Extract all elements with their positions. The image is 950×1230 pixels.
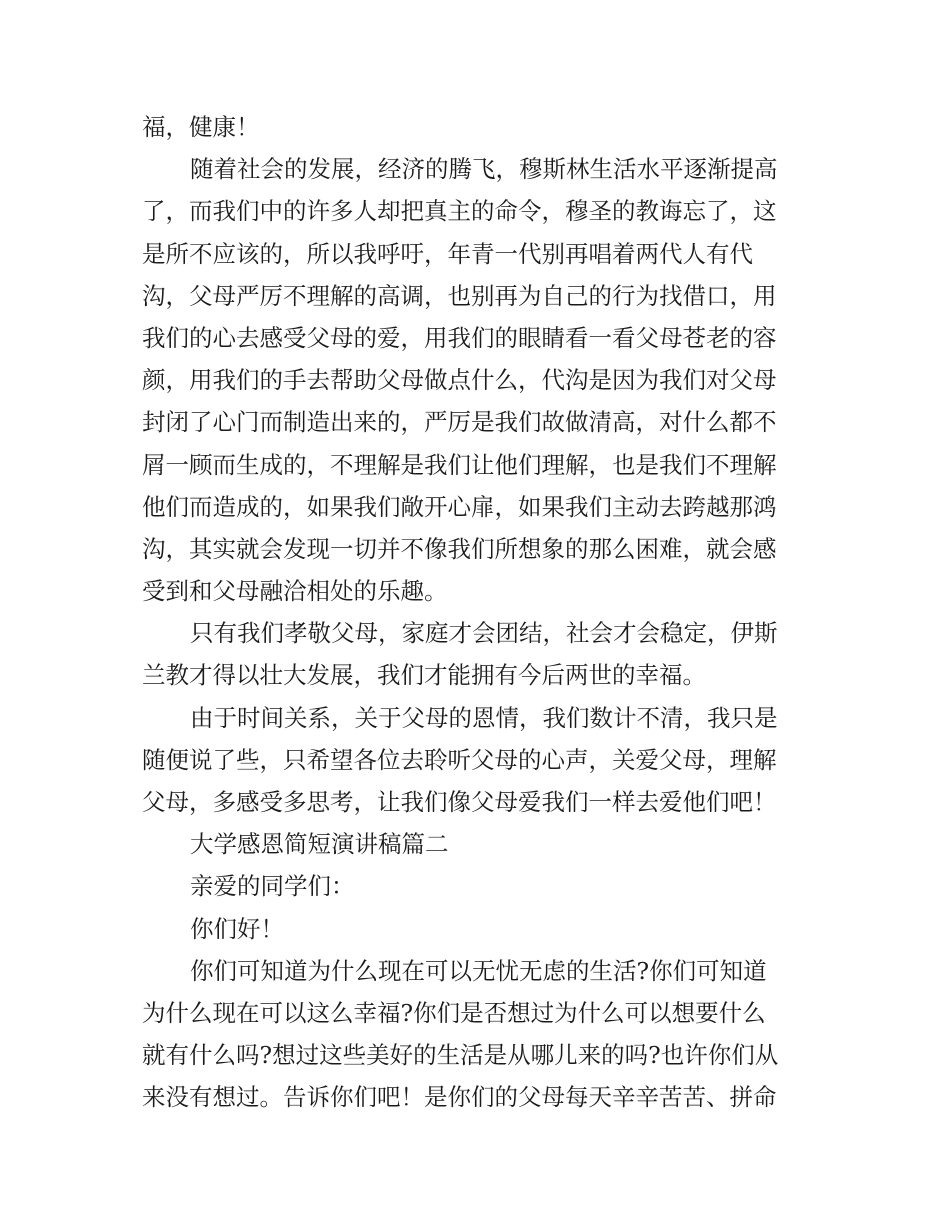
greeting: 你们好！ <box>190 914 284 943</box>
text-line: 是所不应该的，所以我呼吁，年青一代别再唱着两代人有代 <box>142 239 753 268</box>
text-line: 沟，父母严厉不理解的高调，也别再为自己的行为找借口，用 <box>142 281 777 310</box>
text-line: 只有我们孝敬父母，家庭才会团结，社会才会稳定，伊斯 <box>190 619 778 648</box>
text-line: 屑一顾而生成的，不理解是我们让他们理解，也是我们不理解 <box>142 450 777 479</box>
text-line: 随便说了些，只希望各位去聆听父母的心声，关爱父母，理解 <box>142 745 777 774</box>
text-line: 沟，其实就会发现一切并不像我们所想象的那么困难，就会感 <box>142 534 777 563</box>
text-line: 你们可知道为什么现在可以无忧无虑的生活?你们可知道 <box>190 956 767 985</box>
text-line: 颜，用我们的手去帮助父母做点什么，代沟是因为我们对父母 <box>142 366 777 395</box>
text-line: 为什么现在可以这么幸福?你们是否想过为什么可以想要什么 <box>142 998 766 1027</box>
text-line: 了，而我们中的许多人却把真主的命令，穆圣的教诲忘了，这 <box>142 197 777 226</box>
text-line: 兰教才得以壮大发展，我们才能拥有今后两世的幸福。 <box>142 661 706 690</box>
text-line: 受到和父母融洽相处的乐趣。 <box>142 577 448 606</box>
body-text <box>142 106 814 1119</box>
text-line: 就有什么吗?想过这些美好的生活是从哪儿来的吗?也许你们从 <box>142 1041 779 1070</box>
text-line: 由于时间关系，关于父母的恩情，我们数计不清，我只是 <box>190 703 778 732</box>
text-line: 父母，多感受多思考，让我们像父母爱我们一样去爱他们吧！ <box>142 788 777 816</box>
text-line: 随着社会的发展，经济的腾飞，穆斯林生活水平逐渐提高 <box>190 155 778 184</box>
text-line: 福，健康！ <box>142 113 260 141</box>
salutation: 亲爱的同学们： <box>190 872 355 901</box>
text-line: 来没有想过。告诉你们吧！是你们的父母每天辛辛苦苦、拼命 <box>142 1083 777 1112</box>
text-line: 封闭了心门而制造出来的，严厉是我们故做清高，对什么都不 <box>142 408 777 437</box>
text-line: 他们而造成的，如果我们敞开心扉，如果我们主动去跨越那鸿 <box>142 492 777 521</box>
section-heading: 大学感恩简短演讲稿篇二 <box>190 830 449 859</box>
text-line: 我们的心去感受父母的爱，用我们的眼睛看一看父母苍老的容 <box>142 323 777 352</box>
